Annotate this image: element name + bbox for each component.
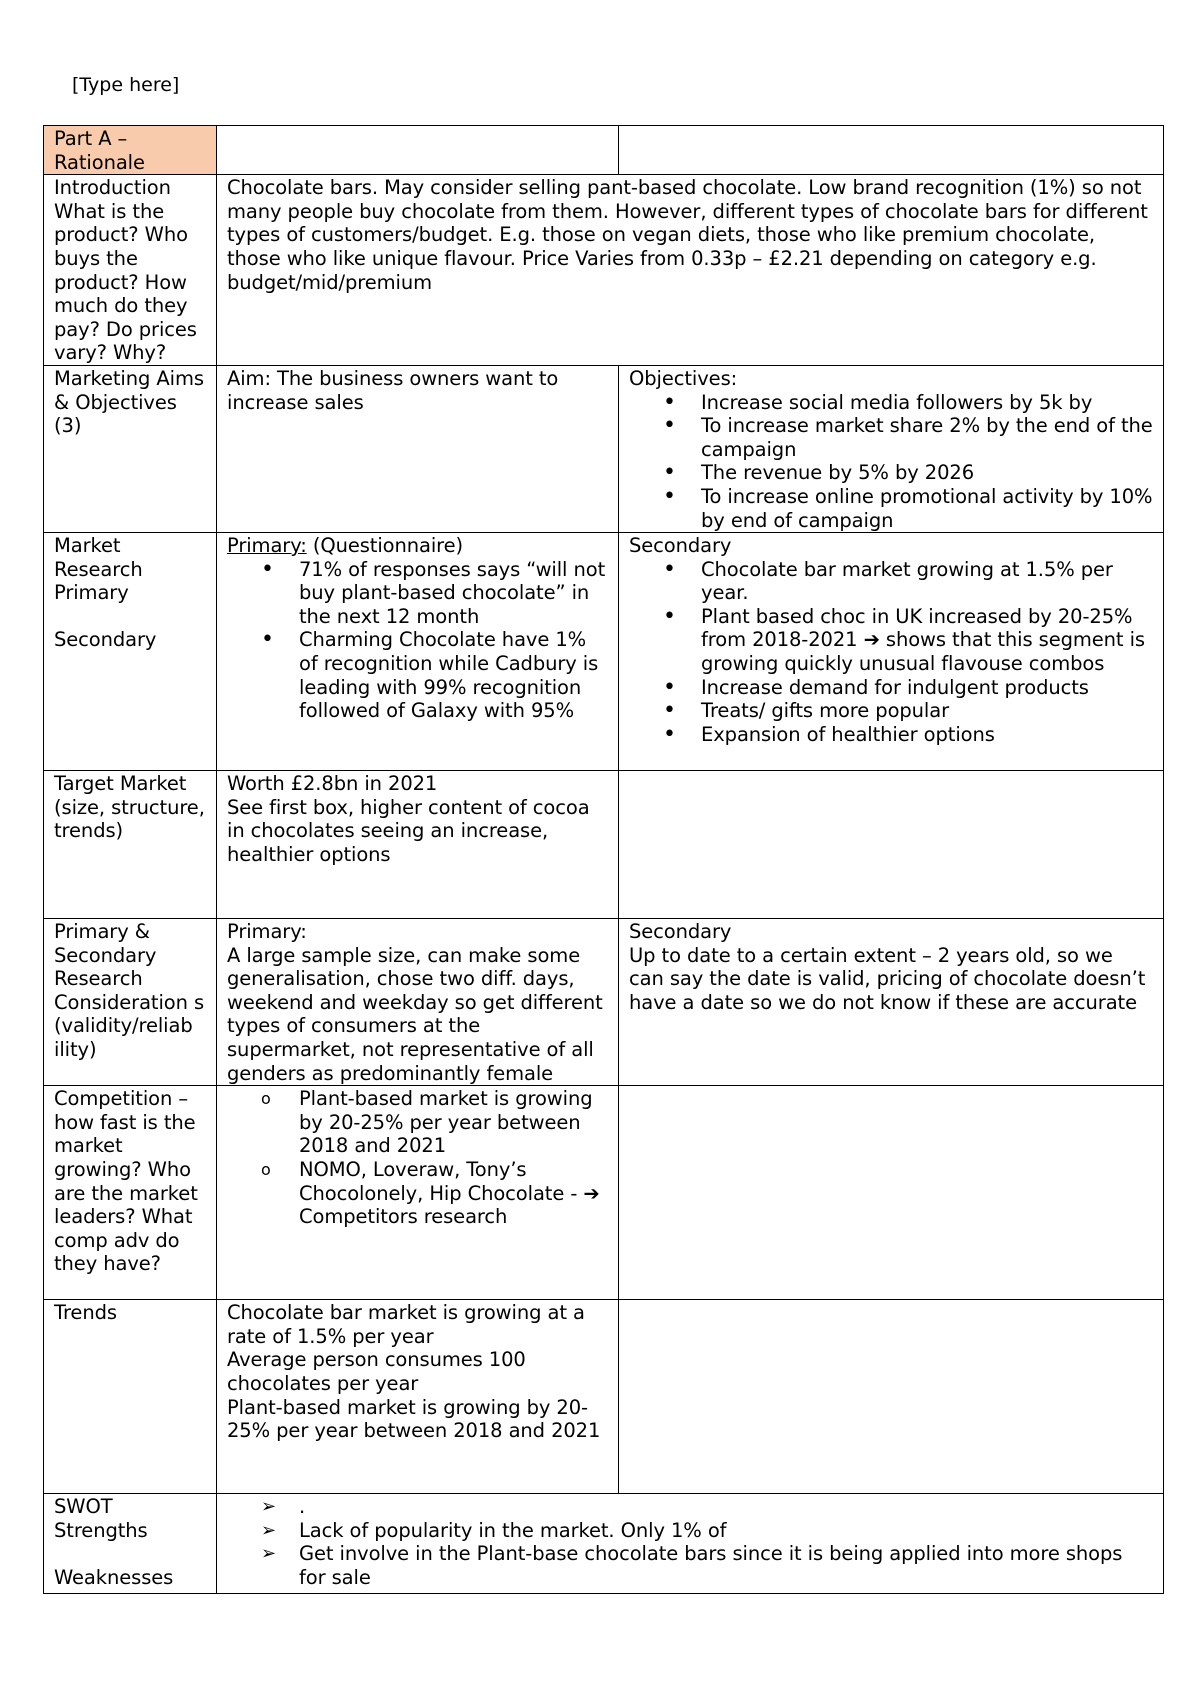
- primary-method: (Questionnaire): [306, 534, 464, 558]
- list-item: • Chocolate bar market growing at 1.5% per year.: [701, 558, 1153, 605]
- secondary-title: Secondary: [629, 534, 732, 558]
- trend-plant-based: Plant-based market is growing by 20-25% per year between 2018 and 2021: [227, 1395, 601, 1443]
- secondary-considerations-title: Secondary: [629, 920, 732, 944]
- competition-label: Competition – how fast is the market growing? Who are the market leaders? What comp adv do they have?: [44, 1086, 217, 1300]
- table-row-competition: [44, 1086, 1164, 1300]
- trends-label: Trends: [44, 1300, 217, 1494]
- primary-title: Primary:: [227, 534, 307, 558]
- swot-title: SWOT: [54, 1495, 113, 1519]
- table-row-part-a: [44, 126, 1164, 175]
- objectives-cell: [619, 365, 1164, 532]
- secondary-considerations-cell: [619, 919, 1164, 1086]
- competition-content: [217, 1086, 619, 1300]
- list-item: • Treats/ gifts more popular: [701, 699, 1153, 723]
- list-item: ➢ .: [299, 1495, 1153, 1519]
- primary-research-cell: [217, 533, 619, 771]
- trend-chocolate-growth: Chocolate bar market is growing at a rate of 1.5% per year: [227, 1301, 585, 1348]
- market-research-primary-label: Market Research Primary: [54, 534, 143, 605]
- trends-empty-cell: [619, 1300, 1164, 1494]
- list-item: o Plant-based market is growing by 20-25% per year between 2018 and 2021: [299, 1087, 608, 1158]
- objectives-title: Objectives:: [629, 366, 738, 390]
- list-item: • To increase online promotional activity by 10% by end of campaign: [701, 485, 1153, 532]
- trends-content: [217, 1300, 619, 1494]
- primary-considerations-title: Primary:: [227, 920, 307, 944]
- list-item: • Charming Chocolate have 1% of recognition while Cadbury is leading with 99% recognition followed of Galaxy with 95%: [299, 628, 608, 722]
- market-worth: Worth £2.8bn in 2021: [227, 772, 438, 796]
- table-row-market-research: [44, 533, 1164, 771]
- target-market-content: [217, 771, 619, 919]
- market-research-secondary-label: Secondary: [54, 628, 157, 652]
- list-item: • Expansion of healthier options: [701, 723, 1153, 747]
- swot-weaknesses-label: Weaknesses: [54, 1566, 174, 1590]
- primary-considerations-text: A large sample size, can make some generalisation, chose two diff. days, weekend and weekday so get different types of consumers at the supermarket, not representative of all genders as predominantly female: [227, 943, 603, 1085]
- table-row-target-market: [44, 771, 1164, 919]
- list-item: • Increase demand for indulgent products: [701, 676, 1153, 700]
- marketing-aims-label: Marketing Aims & Objectives (3): [44, 365, 217, 532]
- list-item: • The revenue by 5% by 2026: [701, 461, 1153, 485]
- market-trend-note: See first box, higher content of cocoa in chocolates seeing an increase, healthier options: [227, 795, 590, 866]
- part-a-rationale-cell: Part A – Rationale: [44, 126, 217, 175]
- list-item: ➢ Get involve in the Plant-base chocolate bars since it is being applied into more shops for sale: [299, 1542, 1153, 1589]
- swot-content: [217, 1494, 1164, 1594]
- secondary-findings-list: [629, 558, 1153, 747]
- list-item: • Plant based choc in UK increased by 20-25% from 2018-2021 ➔ shows that this segment is growing quickly unusual flavouse combos: [701, 605, 1153, 676]
- introduction-content: Chocolate bars. May consider selling pant-based chocolate. Low brand recognition (1%) so not many people buy chocolate from them. However, different types of chocolate bars for different types of customers/budget. E.g. those on vegan diets, those who like premium chocolate, those who like unique flavour. Price Varies from 0.33p – £2.21 depending on category e.g. budget/mid/premium: [217, 175, 1164, 366]
- target-market-empty-cell: [619, 771, 1164, 919]
- rationale-table: [43, 125, 1164, 1594]
- list-item: • To increase market share 2% by the end of the campaign: [701, 414, 1153, 461]
- list-item: • Increase social media followers by 5k by: [701, 391, 1153, 415]
- competition-empty-cell: [619, 1086, 1164, 1300]
- table-row-introduction: [44, 175, 1164, 366]
- list-item: o NOMO, Loveraw, Tony’s Chocolonely, Hip Chocolate - ➔ Competitors research: [299, 1158, 608, 1229]
- table-row-swot: [44, 1494, 1164, 1594]
- introduction-label: Introduction What is the product? Who buys the product? How much do they pay? Do prices vary? Why?: [44, 175, 217, 366]
- swot-label: [44, 1494, 217, 1594]
- page-header: [Type here]: [72, 74, 180, 96]
- secondary-research-cell: [619, 533, 1164, 771]
- swot-strengths-label: Strengths: [54, 1518, 148, 1542]
- competition-list: [227, 1087, 608, 1229]
- part-a-empty-cell: [217, 126, 619, 175]
- trend-consumption: Average person consumes 100 chocolates per year: [227, 1348, 526, 1396]
- research-considerations-label: Primary & Secondary Research Consideration s (validity/reliab ility): [44, 919, 217, 1086]
- part-a-empty-cell-2: [619, 126, 1164, 175]
- target-market-label: Target Market (size, structure, trends): [44, 771, 217, 919]
- list-item: • 71% of responses says “will not buy plant-based chocolate” in the next 12 month: [299, 558, 608, 629]
- secondary-considerations-text: Up to date to a certain extent – 2 years old, so we can say the date is valid, pricing of chocolate doesn’t have a date so we do not know if these are accurate: [629, 943, 1146, 1014]
- market-research-label: [44, 533, 217, 771]
- primary-findings-list: [227, 558, 608, 723]
- table-row-marketing-aims: [44, 365, 1164, 532]
- primary-considerations-cell: [217, 919, 619, 1086]
- table-row-trends: [44, 1300, 1164, 1494]
- objectives-list: [629, 391, 1153, 533]
- list-item: ➢ Lack of popularity in the market. Only 1% of: [299, 1519, 1153, 1543]
- aim-content: Aim: The business owners want to increase sales: [217, 365, 619, 532]
- table-row-research-considerations: [44, 919, 1164, 1086]
- swot-list: [227, 1495, 1153, 1589]
